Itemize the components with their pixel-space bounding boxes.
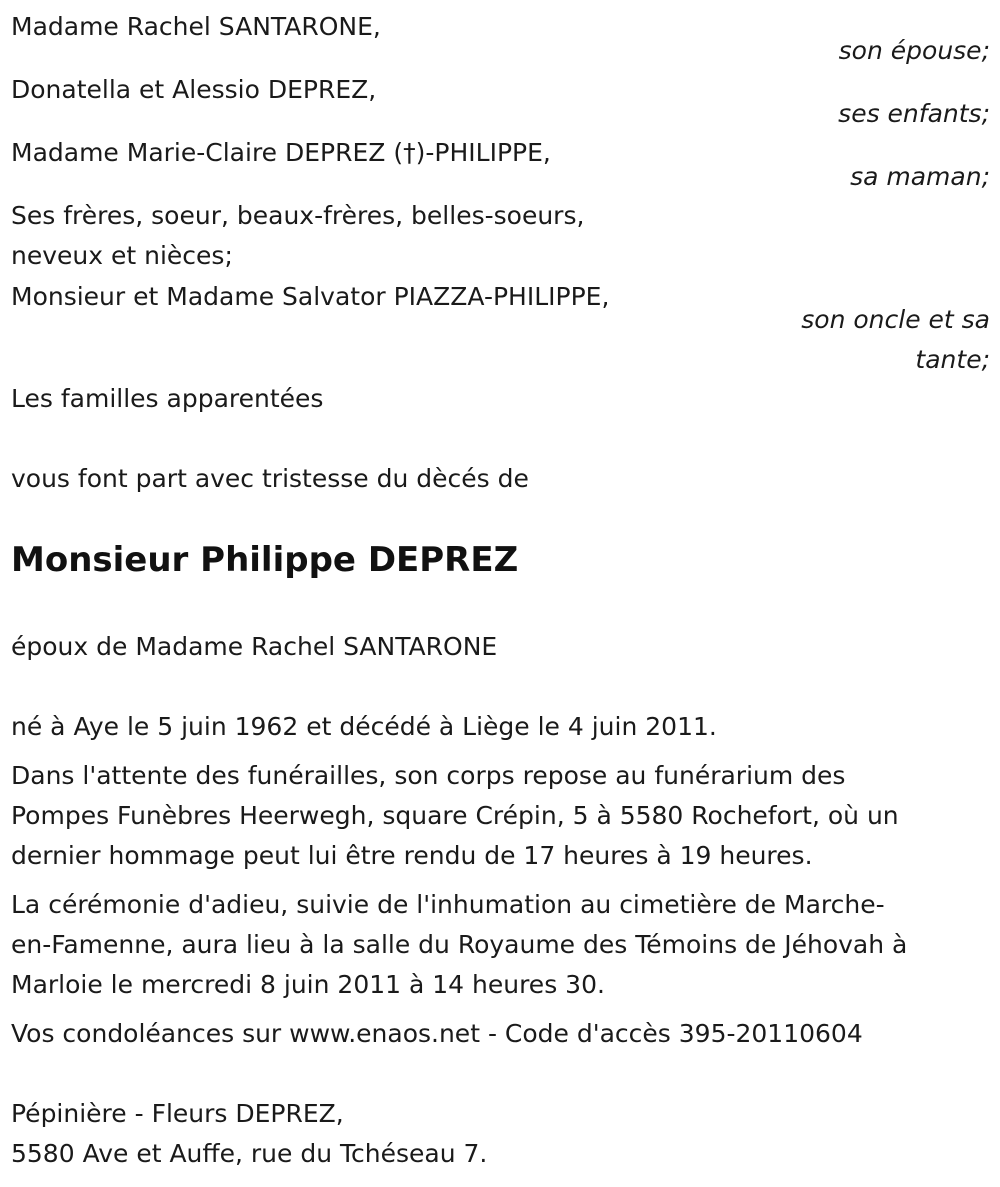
siblings-line-2: neveux et nièces; [11,241,233,270]
repose-line-2: Pompes Funèbres Heerwegh, square Crépin, 5 à 5580 Rochefort, où un [11,801,899,830]
ceremony-line-2: en-Famenne, aura lieu à la salle du Royaume des Témoins de Jéhovah à [11,930,908,959]
deceased-name: Monsieur Philippe DEPREZ [11,540,519,580]
announcement: vous font part avec tristesse du dècés de [11,464,529,493]
related-families: Les familles apparentées [11,384,324,413]
uncle-name: Monsieur et Madame Salvator PIAZZA-PHILIPPE, [11,282,610,311]
family-mother-name: Madame Marie-Claire DEPREZ (†)-PHILIPPE, [11,138,551,167]
siblings-line-1: Ses frères, soeur, beaux-frères, belles-soeurs, [11,201,585,230]
ceremony-line-1: La cérémonie d'adieu, suivie de l'inhumation au cimetière de Marche- [11,890,885,919]
family-mother-relation: sa maman; [850,162,990,191]
spouse-of: époux de Madame Rachel SANTARONE [11,632,498,661]
birth-death: né à Aye le 5 juin 1962 et décédé à Liège le 4 juin 2011. [11,712,717,741]
uncle-relation-line-2: tante; [915,345,990,374]
family-spouse-relation: son épouse; [838,36,990,65]
family-spouse-name: Madame Rachel SANTARONE, [11,12,381,41]
repose-line-1: Dans l'attente des funérailles, son corps repose au funérarium des [11,761,846,790]
uncle-relation-line-1: son oncle et sa [801,305,990,334]
condolences: Vos condoléances sur www.enaos.net - Code d'accès 395-20110604 [11,1019,863,1048]
ceremony-line-3: Marloie le mercredi 8 juin 2011 à 14 heures 30. [11,970,605,999]
repose-line-3: dernier hommage peut lui être rendu de 17 heures à 19 heures. [11,841,813,870]
sponsor-line-2: 5580 Ave et Auffe, rue du Tchéseau 7. [11,1139,488,1168]
sponsor-line-1: Pépinière - Fleurs DEPREZ, [11,1099,344,1128]
family-children-relation: ses enfants; [838,99,990,128]
family-children-name: Donatella et Alessio DEPREZ, [11,75,377,104]
